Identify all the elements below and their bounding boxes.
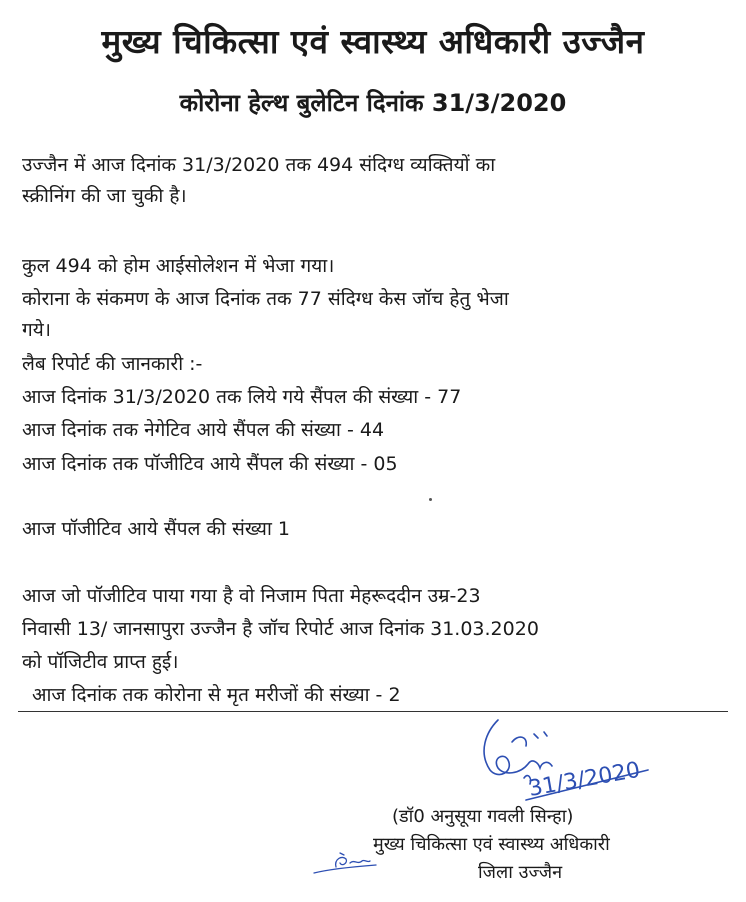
isolation-line: कुल 494 को होम आईसोलेशन में भेजा गया। — [22, 255, 335, 277]
lab-report-heading: लैब रिपोर्ट की जानकारी :- — [22, 353, 203, 375]
handwritten-signature — [468, 712, 658, 802]
scan-speck — [429, 498, 432, 501]
office-title: मुख्य चिकित्सा एवं स्वास्थ्य अधिकारी उज्जैन — [101, 22, 645, 61]
case-detail-line-2: निवासी 13/ जानसापुरा उज्जैन है जॉच रिपोर्ट आज दिनांक 31.03.2020 — [22, 618, 539, 640]
case-detail-line-1: आज जो पॉजीटिव पाया गया है वो निजाम पिता मेहरूददीन उम्र-23 — [22, 585, 481, 607]
officer-designation: मुख्य चिकित्सा एवं स्वास्थ्य अधिकारी — [373, 834, 610, 855]
screening-line-1: उज्जैन में आज दिनांक 31/3/2020 तक 494 संदिग्ध व्यक्तियों का — [22, 154, 496, 176]
screening-line-2: स्क्रीनिंग की जा चुकी है। — [22, 185, 187, 207]
handwritten-date: 31/3/2020 — [526, 757, 643, 802]
officer-district: जिला उज्जैन — [478, 862, 563, 883]
suspected-cases-line-1: कोराना के संकमण के आज दिनांक तक 77 संदिग्ध केस जॉच हेतु भेजा — [22, 288, 509, 310]
samples-positive-line: आज दिनांक तक पॉजीटिव आये सैंपल की संख्या - 05 — [22, 453, 398, 475]
bulletin-title: कोरोना हेल्थ बुलेटिन दिनांक 31/3/2020 — [179, 89, 567, 117]
officer-name: (डॉ0 अनुसूया गवली सिन्हा) — [392, 806, 574, 827]
samples-negative-line: आज दिनांक तक नेगेटिव आये सैंपल की संख्या - 44 — [22, 419, 385, 441]
suspected-cases-line-2: गये। — [22, 319, 51, 341]
today-positive-line: आज पॉजीटिव आये सैंपल की संख्या 1 — [22, 518, 291, 540]
samples-taken-line: आज दिनांक 31/3/2020 तक लिये गये सैंपल की संख्या - 77 — [22, 386, 462, 408]
initials-scribble — [310, 845, 385, 880]
deaths-line: आज दिनांक तक कोरोना से मृत मरीजों की संख्या - 2 — [32, 684, 401, 706]
case-detail-line-3: को पॉजिटीव प्राप्त हुई। — [22, 651, 179, 673]
